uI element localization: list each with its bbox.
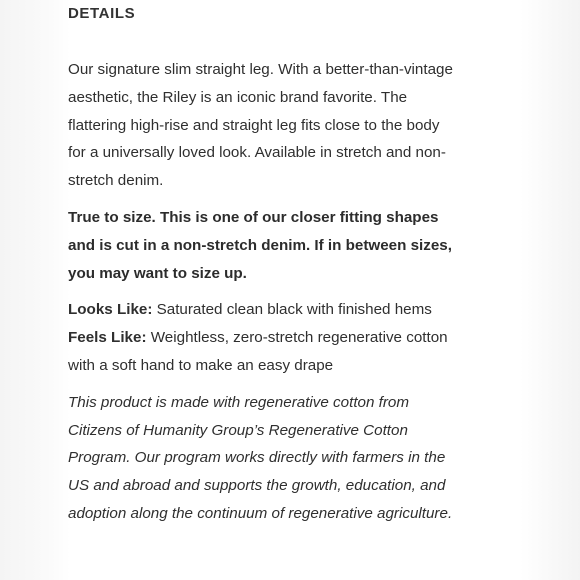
looks-like-value: Saturated clean black with finished hems — [152, 301, 432, 319]
fit-note: True to size. This is one of our closer fitting shapes and is cut in a non-stretch denim. If in between sizes, you may want to size up. — [68, 208, 452, 282]
look-feel-block — [68, 296, 460, 379]
looks-like-label: Looks Like: — [68, 301, 153, 319]
details-heading: DETAILS — [68, 5, 136, 22]
product-description: Our signature slim straight leg. With a better-than-vintage aesthetic, the Riley is an iconic brand favorite. The flattering high-rise and straight leg fits close to the body for a universally loved look. Available in stretch and non-stretch denim. — [68, 61, 453, 190]
regenerative-cotton-note: This product is made with regenerative cotton from Citizens of Humanity Group’s Regenerative Cotton Program. Our program works directly with farmers in the US and abroad and supports the growth, education, and adoption along the continuum of regenerative agriculture. — [68, 393, 453, 522]
feels-like-label: Feels Like: — [68, 329, 147, 347]
feels-like-value: Weightless, zero-stretch regenerative cotton with a soft hand to make an easy drape — [68, 329, 448, 374]
details-section — [68, 0, 460, 528]
